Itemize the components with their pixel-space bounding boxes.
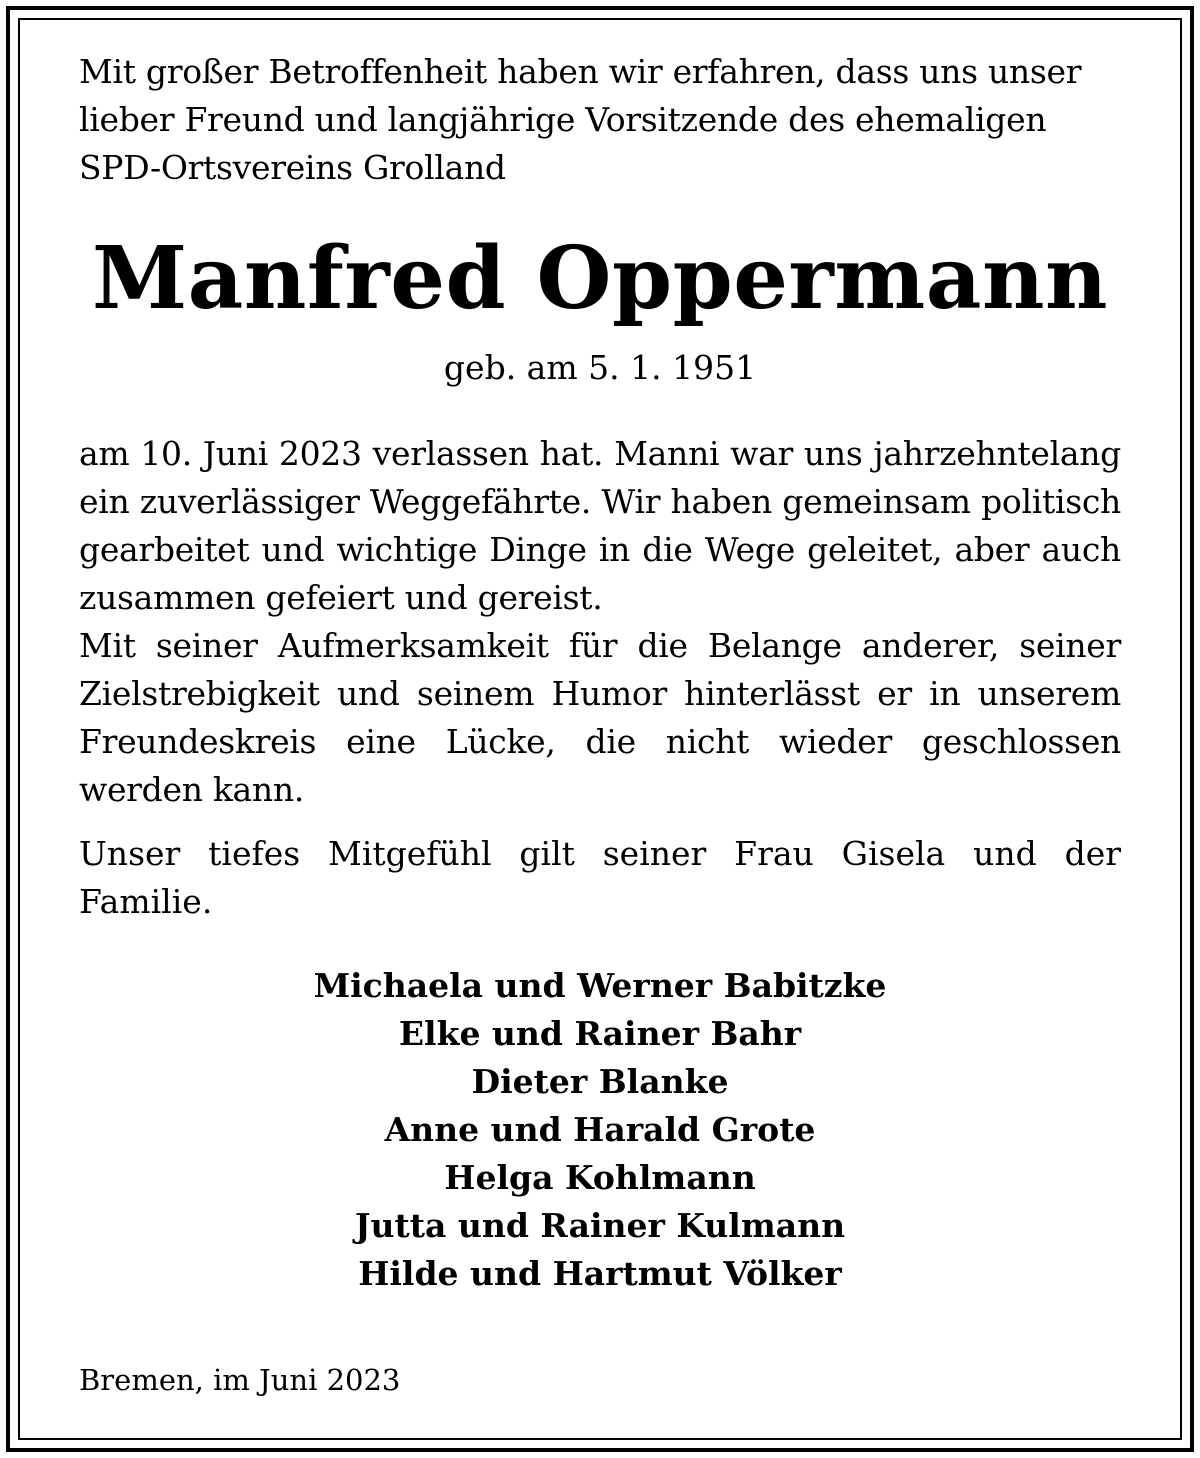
signatory: Elke und Rainer Bahr xyxy=(398,1014,802,1053)
birth-date: geb. am 5. 1. 1951 xyxy=(443,348,757,387)
signatory: Dieter Blanke xyxy=(471,1062,729,1101)
body-paragraph-2: Mit seiner Aufmerksamkeit für die Belange anderer, seiner Zielstrebigkeit und seinem Humor hinterlässt er in unserem Freundeskreis eine Lücke, die nicht wieder geschlossen werden kann. xyxy=(79,626,1121,809)
obituary-body xyxy=(79,430,1121,814)
signatories-list xyxy=(79,962,1121,1298)
signatory: Helga Kohlmann xyxy=(444,1158,756,1197)
signatory: Jutta und Rainer Kulmann xyxy=(354,1206,846,1245)
deceased-name: Manfred Oppermann xyxy=(91,228,1109,329)
obituary-content xyxy=(79,48,1121,1298)
sympathy-text: Unser tiefes Mitgefühl gilt seiner Frau Gisela und der Familie. xyxy=(79,834,1121,921)
signatory: Hilde und Hartmut Völker xyxy=(358,1254,842,1293)
signatory: Anne und Harald Grote xyxy=(384,1110,816,1149)
intro-text: Mit großer Betroffenheit haben wir erfahren, dass uns unser lieber Freund und langjährige Vorsitzende des ehemaligen SPD-Ortsvereins Grolland xyxy=(79,52,1082,187)
signatory: Michaela und Werner Babitzke xyxy=(313,966,887,1005)
body-paragraph-1: am 10. Juni 2023 verlassen hat. Manni war uns jahrzehntelang ein zuverlässiger Weggefährte. Wir haben gemeinsam politisch gearbeitet und wichtige Dinge in die Wege geleitet, aber auch zusammen gefeiert und gereist. xyxy=(79,434,1121,617)
place-and-date: Bremen, im Juni 2023 xyxy=(79,1363,401,1397)
